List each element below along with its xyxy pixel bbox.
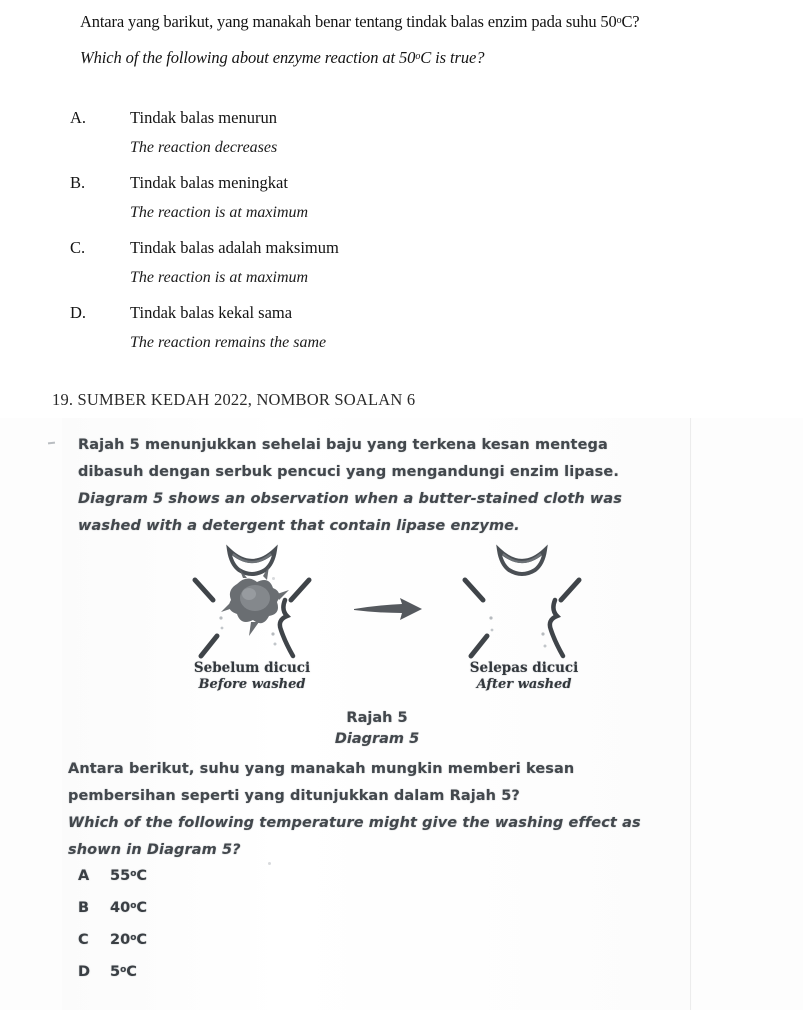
- option-text-english: The reaction is at maximum: [130, 269, 309, 286]
- option-row[interactable]: [0, 238, 803, 303]
- degree-symbol: o: [120, 964, 127, 975]
- option-temperature-value: 5: [110, 964, 121, 980]
- before-washed-label-english: Before washed: [198, 677, 306, 692]
- before-washed-label-malay: Sebelum dicuci: [193, 660, 311, 676]
- degree-symbol: o: [130, 932, 137, 943]
- question-stem-malay: [80, 12, 780, 32]
- scanned-question-section: [0, 418, 803, 1010]
- option-temperature-scale: C: [136, 868, 148, 884]
- option-letter: A: [78, 868, 90, 884]
- option-row[interactable]: [0, 108, 803, 173]
- option-letter: C: [78, 932, 89, 948]
- option-letter: A.: [70, 108, 87, 127]
- transition-arrow: [350, 594, 430, 624]
- option-temperature-value: 55: [110, 868, 131, 884]
- clean-shirt-icon: [447, 538, 597, 673]
- question-stem-malay-tail: C?: [621, 12, 640, 31]
- stained-shirt-icon: [177, 538, 327, 673]
- option-row[interactable]: [0, 303, 803, 368]
- option-letter: D.: [70, 303, 87, 322]
- degree-symbol: o: [130, 900, 137, 911]
- diagram-caption: [62, 708, 692, 750]
- option-temperature: [110, 932, 147, 948]
- section-heading: 19. SUMBER KEDAH 2022, NOMBOR SOALAN 6: [52, 390, 416, 409]
- after-washed-label-english: After washed: [476, 677, 572, 692]
- after-washed-label: [434, 660, 614, 692]
- after-washed-figure: [447, 538, 597, 673]
- option-row[interactable]: [0, 173, 803, 238]
- after-washed-label-malay: Selepas dicuci: [469, 660, 579, 676]
- option-text-english: The reaction decreases: [130, 139, 278, 156]
- option-letter: B: [78, 900, 90, 916]
- option-temperature-value: 20: [110, 932, 131, 948]
- option-text-malay: Tindak balas kekal sama: [130, 303, 293, 322]
- question-stem-english: [80, 48, 780, 68]
- diagram-5: [62, 536, 692, 736]
- option-temperature-scale: C: [136, 900, 148, 916]
- option-temperature-value: 40: [110, 900, 131, 916]
- question-stem-english-text: Which of the following about enzyme reaction at 50: [80, 48, 416, 67]
- scanned-prompt-english: Which of the following temperature might give the washing effect as shown in Diagram 5?: [68, 815, 641, 858]
- degree-symbol: o: [130, 868, 137, 879]
- diagram-caption-english: Diagram 5: [334, 731, 420, 747]
- option-letter: D: [78, 964, 91, 980]
- degree-symbol-malay: o: [616, 14, 622, 26]
- option-temperature: [110, 868, 147, 884]
- scanned-prompt-malay: Antara berikut, suhu yang manakah mungkin memberi kesan pembersihan seperti yang ditunjukkan dalam Rajah 5?: [68, 761, 575, 804]
- question-stem-malay-text: Antara yang barikut, yang manakah benar tentang tindak balas enzim pada suhu 50: [80, 12, 617, 31]
- option-temperature-scale: C: [126, 964, 137, 980]
- scanned-intro-malay: Rajah 5 menunjukkan sehelai baju yang terkena kesan mentega dibasuh dengan serbuk pencuci yang mengandungi enzim lipase.: [78, 437, 619, 480]
- option-text-malay: Tindak balas adalah maksimum: [130, 238, 339, 257]
- option-text-malay: Tindak balas meningkat: [130, 173, 288, 192]
- option-text-english: The reaction is at maximum: [130, 204, 309, 221]
- question-stem-english-tail: C is true?: [420, 48, 485, 67]
- scan-artifact-mark: [48, 442, 55, 445]
- before-washed-label: [162, 660, 342, 692]
- right-arrow-icon: [350, 594, 430, 624]
- option-temperature: [110, 900, 147, 916]
- option-temperature: [110, 964, 137, 980]
- printed-options-list: [0, 108, 803, 368]
- option-letter: B.: [70, 173, 86, 192]
- option-text-english: The reaction remains the same: [130, 334, 327, 351]
- diagram-caption-malay: Rajah 5: [346, 710, 408, 726]
- option-temperature-scale: C: [136, 932, 148, 948]
- option-text-malay: Tindak balas menurun: [130, 108, 277, 127]
- option-letter: C.: [70, 238, 86, 257]
- before-washed-figure: [177, 538, 327, 673]
- scanned-intro-english: Diagram 5 shows an observation when a butter-stained cloth was washed with a detergent that contain lipase enzyme.: [78, 491, 623, 534]
- degree-symbol-english: o: [415, 50, 421, 62]
